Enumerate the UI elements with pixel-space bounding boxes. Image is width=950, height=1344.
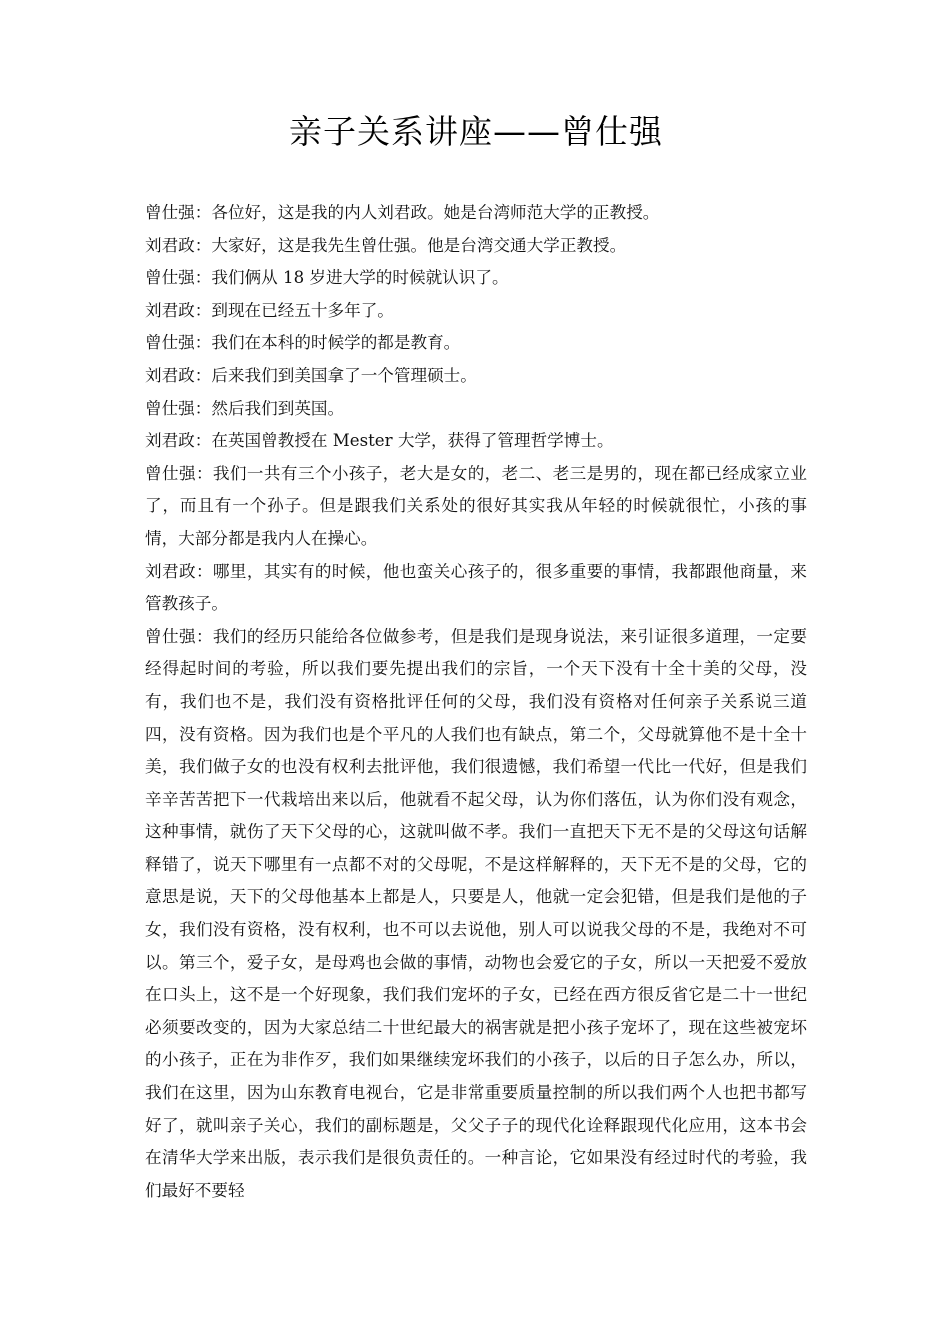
dialogue-paragraph: 刘君政：后来我们到美国拿了一个管理硕士。 bbox=[145, 365, 477, 385]
dialogue-paragraph: 曾仕强：我们一共有三个小孩子，老大是女的，老二、老三是男的，现在都已经成家立业了，而且有一个孙子。但是跟我们关系处的很好其实我从年轻的时候就很忙，小孩的事情，大部分都是我内人在操心。 bbox=[145, 463, 807, 548]
dialogue-paragraph: 刘君政：在英国曾教授在 Mester 大学，获得了管理哲学博士。 bbox=[145, 431, 614, 451]
dialogue-paragraph: 曾仕强：我们俩从 18 岁进大学的时候就认识了。 bbox=[145, 268, 509, 288]
dialogue-paragraph: 曾仕强：我们在本科的时候学的都是教育。 bbox=[145, 333, 461, 353]
dialogue-paragraph: 曾仕强：我们的经历只能给各位做参考，但是我们是现身说法，来引证很多道理，一定要经得起时间的考验，所以我们要先提出我们的宗旨，一个天下没有十全十美的父母，没有，我们也不是，我们没有资格批评任何的父母，我们没有资格对任何亲子关系说三道四，没有资格。因为我们也是个平凡的人我们也有缺点，第二个，父母就算他不是十全十美，我们做子女的也没有权利去批评他，我们很遗憾，我们希望一代比一代好，但是我们辛辛苦苦把下一代栽培出来以后，他就看不起父母，认为你们落伍，认为你们没有观念，这种事情，就伤了天下父母的心，这就叫做不孝。我们一直把天下无不是的父母这句话解释错了，说天下哪里有一点都不对的父母呢，不是这样解释的，天下无不是的父母，它的意思是说，天下的父母他基本上都是人，只要是人，他就一定会犯错，但是我们是他的子女，我们没有资格，没有权利，也不可以去说他，别人可以说我父母的不是，我绝对不可以。第三个，爱子女，是母鸡也会做的事情，动物也会爱它的子女，所以一天把爱不爱放在口头上，这不是一个好现象，我们我们宠坏的子女，已经在西方很反省它是二十一世纪必须要改变的，因为大家总结二十世纪最大的祸害就是把小孩子宠坏了，现在这些被宠坏的小孩子，正在为非作歹，我们如果继续宠坏我们的小孩子，以后的日子怎么办，所以，我们在这里，因为山东教育电视台，它是非常重要质量控制的所以我们两个人也把书都写好了，就叫亲子关心，我们的副标题是，父父子子的现代化诠释跟现代化应用，这本书会在清华大学来出版，表示我们是很负责任的。一种言论，它如果没有经过时代的考验，我们最好不要轻 bbox=[145, 626, 807, 1200]
dialogue-paragraph: 刘君政：大家好，这是我先生曾仕强。他是台湾交通大学正教授。 bbox=[145, 235, 627, 255]
dialogue-paragraph: 刘君政：哪里，其实有的时候，他也蛮关心孩子的，很多重要的事情，我都跟他商量，来管教孩子。 bbox=[145, 561, 807, 614]
dialogue-paragraph: 曾仕强：各位好，这是我的内人刘君政。她是台湾师范大学的正教授。 bbox=[145, 203, 660, 222]
document-title: 亲子关系讲座——曾仕强 bbox=[289, 112, 663, 151]
dialogue-paragraph: 曾仕强：然后我们到英国。 bbox=[145, 398, 345, 418]
dialogue-paragraph: 刘君政：到现在已经五十多年了。 bbox=[145, 300, 394, 320]
document-body bbox=[145, 197, 807, 1207]
